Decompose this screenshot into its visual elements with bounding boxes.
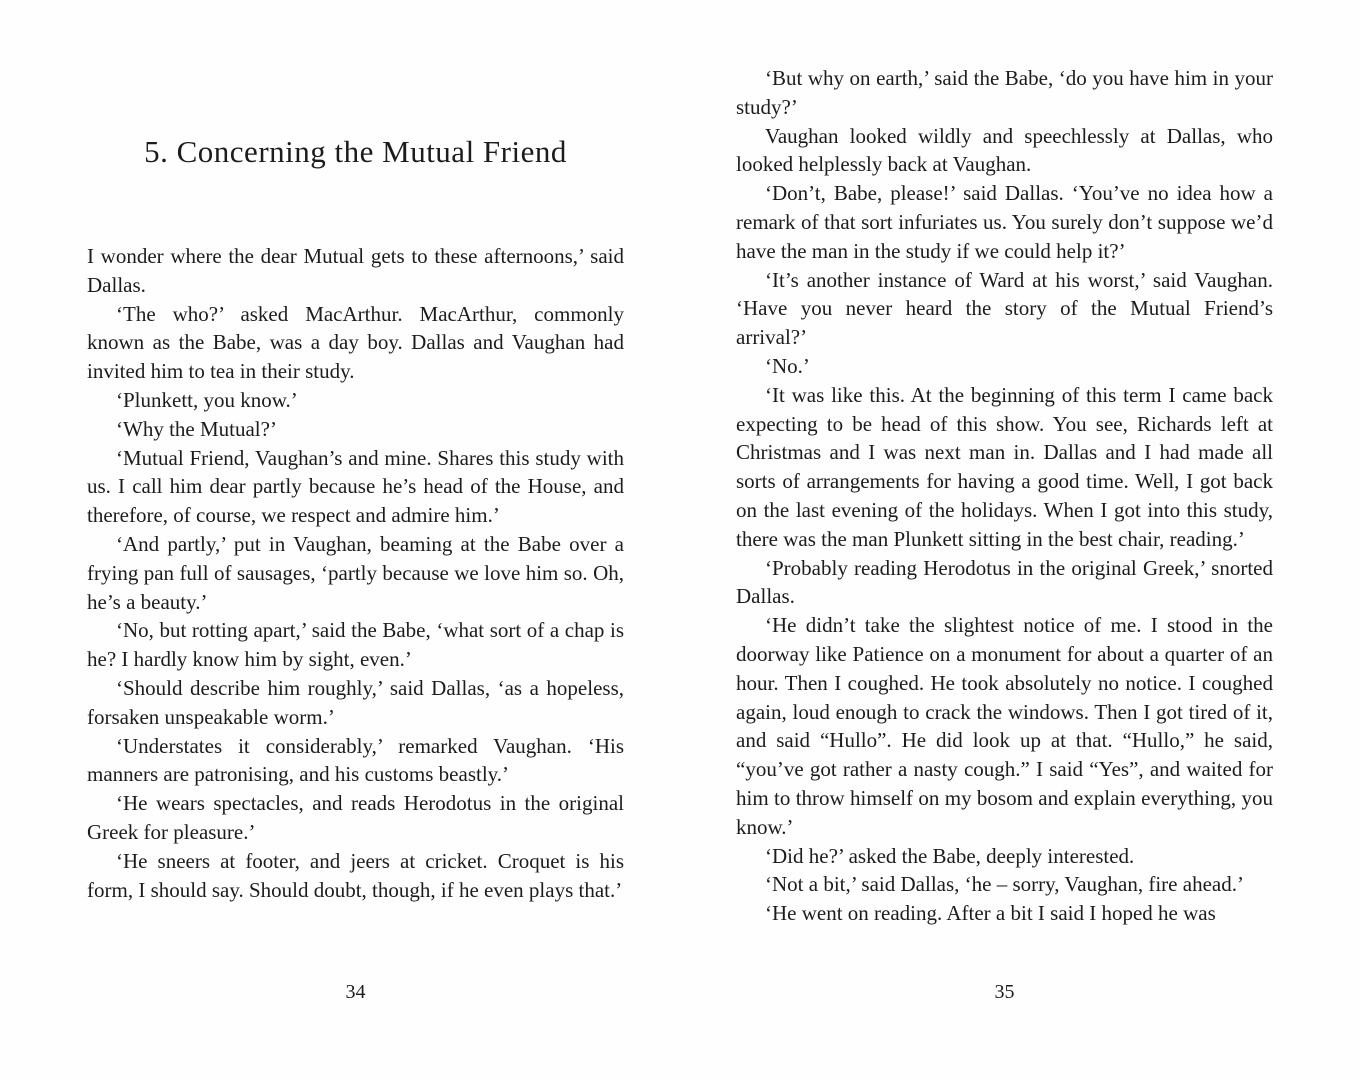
paragraph: ‘The who?’ asked MacArthur. MacArthur, commonly known as the Babe, was a day boy. Dallas and Vaughan had invited him to tea in their study. <box>87 301 624 384</box>
right-page <box>736 0 1273 1080</box>
paragraph: ‘It’s another instance of Ward at his worst,’ said Vaughan. ‘Have you never heard the story of the Mutual Friend’s arrival?’ <box>736 267 1273 350</box>
paragraph: Vaughan looked wildly and speechlessly at Dallas, who looked helplessly back at Vaughan. <box>736 123 1273 177</box>
paragraph: ‘Did he?’ asked the Babe, deeply interested. <box>765 843 1135 868</box>
paragraph: ‘Understates it considerably,’ remarked Vaughan. ‘His manners are patronising, and his customs beastly.’ <box>87 733 624 787</box>
paragraph: ‘Probably reading Herodotus in the original Greek,’ snorted Dallas. <box>736 555 1273 609</box>
paragraph: ‘Plunkett, you know.’ <box>116 387 298 412</box>
paragraph: ‘But why on earth,’ said the Babe, ‘do you have him in your study?’ <box>736 66 1273 119</box>
chapter-heading: 5. Concerning the Mutual Friend <box>144 133 567 169</box>
right-page-body <box>736 64 1273 928</box>
paragraph: ‘He wears spectacles, and reads Herodotus in the original Greek for pleasure.’ <box>87 791 624 844</box>
paragraph: ‘It was like this. At the beginning of this term I came back expecting to be head of this show. You see, Richards left at Christmas and I was next man in. Dallas and I had made all sorts of arrangements for having a good time. Well, I got back on the last evening of the holidays. When I got into this study, there was the man Plunkett sitting in the best chair, reading.’ <box>736 382 1273 551</box>
page-number-right: 35 <box>994 981 1015 1003</box>
page-number-left: 34 <box>345 981 366 1003</box>
paragraph: ‘No.’ <box>765 353 810 378</box>
paragraph: I wonder where the dear Mutual gets to these afternoons,’ said Dallas. <box>87 244 624 297</box>
paragraph: ‘Should describe him roughly,’ said Dallas, ‘as a hopeless, forsaken unspeakable worm.’ <box>87 675 624 729</box>
paragraph: ‘Don’t, Babe, please!’ said Dallas. ‘You’ve no idea how a remark of that sort infuriates us. You surely don’t suppose we’d have the man in the study if we could help it?’ <box>736 181 1273 263</box>
paragraph: ‘Mutual Friend, Vaughan’s and mine. Shares this study with us. I call him dear partly because he’s head of the House, and therefore, of course, we respect and admire him.’ <box>87 445 624 528</box>
paragraph: ‘No, but rotting apart,’ said the Babe, ‘what sort of a chap is he? I hardly know him by sight, even.’ <box>87 618 624 672</box>
paragraph: ‘He went on reading. After a bit I said I hoped he was <box>765 901 1216 926</box>
paragraph: ‘Not a bit,’ said Dallas, ‘he – sorry, Vaughan, fire ahead.’ <box>765 872 1244 897</box>
paragraph: ‘He sneers at footer, and jeers at cricket. Croquet is his form, I should say. Should doubt, though, if he even plays that.’ <box>87 848 624 902</box>
paragraph: ‘He didn’t take the slightest notice of me. I stood in the doorway like Patience on a monument for about a quarter of an hour. Then I coughed. He took absolutely no notice. I coughed again, loud enough to crack the windows. Then I got tired of it, and said “Hullo”. He did look up at that. “Hullo,” he said, “you’ve got rather a nasty cough.” I said “Yes”, and waited for him to throw himself on my bosom and explain everything, you know.’ <box>736 613 1273 839</box>
left-page <box>87 0 624 1080</box>
paragraph: ‘And partly,’ put in Vaughan, beaming at the Babe over a frying pan full of sausages, ‘partly because we love him so. Oh, he’s a beauty.’ <box>87 531 624 614</box>
left-page-body <box>87 242 624 904</box>
paragraph: ‘Why the Mutual?’ <box>116 416 277 441</box>
